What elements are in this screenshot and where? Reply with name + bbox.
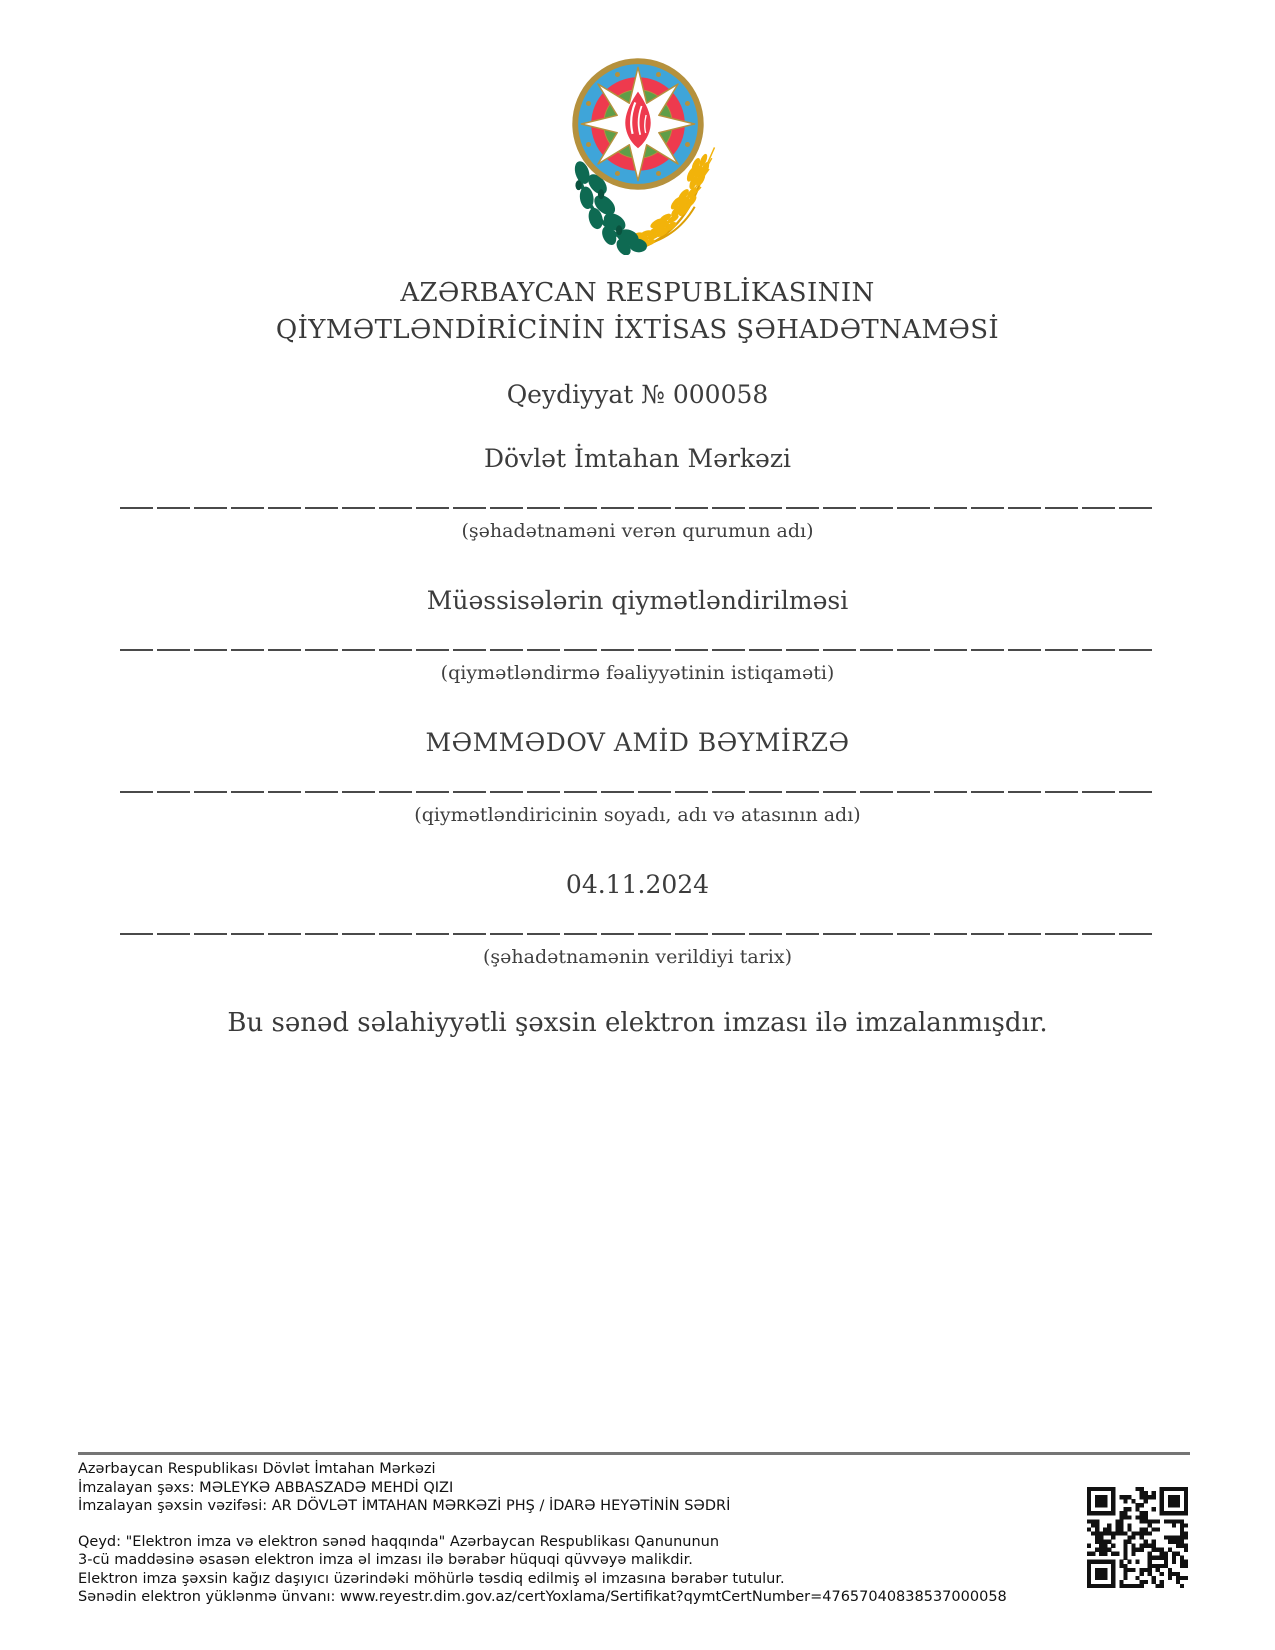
download-url: Sənədin elektron yüklənmə ünvanı: www.reyestr.dim.gov.az/certYoxlama/Sertifikat?qymtCertNumber=47657040838537000058 [78, 1589, 1007, 1605]
field-underline [120, 933, 1155, 935]
footer-signer-role: İmzalayan şəxsin vəzifəsi: AR DÖVLƏT İMTAHAN MƏRKƏZİ PHŞ / İDARƏ HEYƏTİNİN SƏDRİ [78, 1498, 731, 1514]
field-issue-date [120, 869, 1155, 969]
issue-date-value: 04.11.2024 [565, 869, 710, 899]
field-holder-name [120, 727, 1155, 827]
footer-divider [78, 1452, 1190, 1455]
signature-footer [78, 1452, 1190, 1607]
field-assessment-direction [120, 585, 1155, 685]
shield [572, 58, 703, 189]
title-line-2: QİYMƏTLƏNDİRİCİNİN İXTİSAS ŞƏHADƏTNAMƏSİ [275, 314, 1000, 345]
field-caption: (qiymətləndiricinin soyadı, adı və atasının adı) [414, 803, 861, 826]
field-underline [120, 791, 1155, 793]
legal-note-line: Elektron imza şəxsin kağız daşıyıcı üzərindəki möhürlə təsdiq edilmiş əl imzasına bərabər tutulur. [78, 1570, 785, 1587]
assessment-direction-value: Müəssisələrin qiymətləndirilməsi [426, 585, 849, 615]
legal-note-line: Qeyd: "Elektron imza və elektron sənəd haqqında" Azərbaycan Respublikası Qanununun [78, 1533, 720, 1550]
field-underline [120, 507, 1155, 509]
footer-organization: Azərbaycan Respublikası Dövlət İmtahan Mərkəzi [78, 1461, 436, 1477]
field-caption: (qiymətləndirmə fəaliyyətinin istiqaməti) [440, 661, 835, 684]
registration-number: Qeydiyyat № 000058 [506, 379, 769, 409]
qr-code [1087, 1487, 1188, 1588]
holder-name-value: MƏMMƏDOV AMİD BƏYMİRZƏ [425, 727, 850, 757]
footer-signer: İmzalayan şəxs: MƏLEYKƏ ABBASZADƏ MEHDİ QIZI [78, 1479, 454, 1496]
certificate-body [120, 275, 1155, 1039]
title-line-1: AZƏRBAYCAN RESPUBLİKASININ [400, 277, 875, 308]
issuing-institution-value: Dövlət İmtahan Mərkəzi [483, 443, 792, 473]
field-issuing-institution [120, 443, 1155, 543]
certificate-title [120, 275, 1155, 349]
legal-note-line: 3-cü maddəsinə əsasən elektron imza əl imzası ilə bərabər hüquqi qüvvəyə malikdir. [78, 1552, 693, 1568]
field-underline [120, 649, 1155, 651]
field-caption: (şəhadətnamənin verildiyi tarix) [483, 945, 792, 968]
legal-note [78, 1533, 1038, 1589]
footer-text-block [78, 1460, 1038, 1607]
azerbaijan-coat-of-arms-icon [548, 34, 728, 255]
electronic-signature-note: Bu sənəd səlahiyyətli şəxsin elektron imzası ilə imzalanmışdır. [227, 1007, 1048, 1038]
field-caption: (şəhadətnaməni verən qurumun adı) [461, 519, 814, 542]
